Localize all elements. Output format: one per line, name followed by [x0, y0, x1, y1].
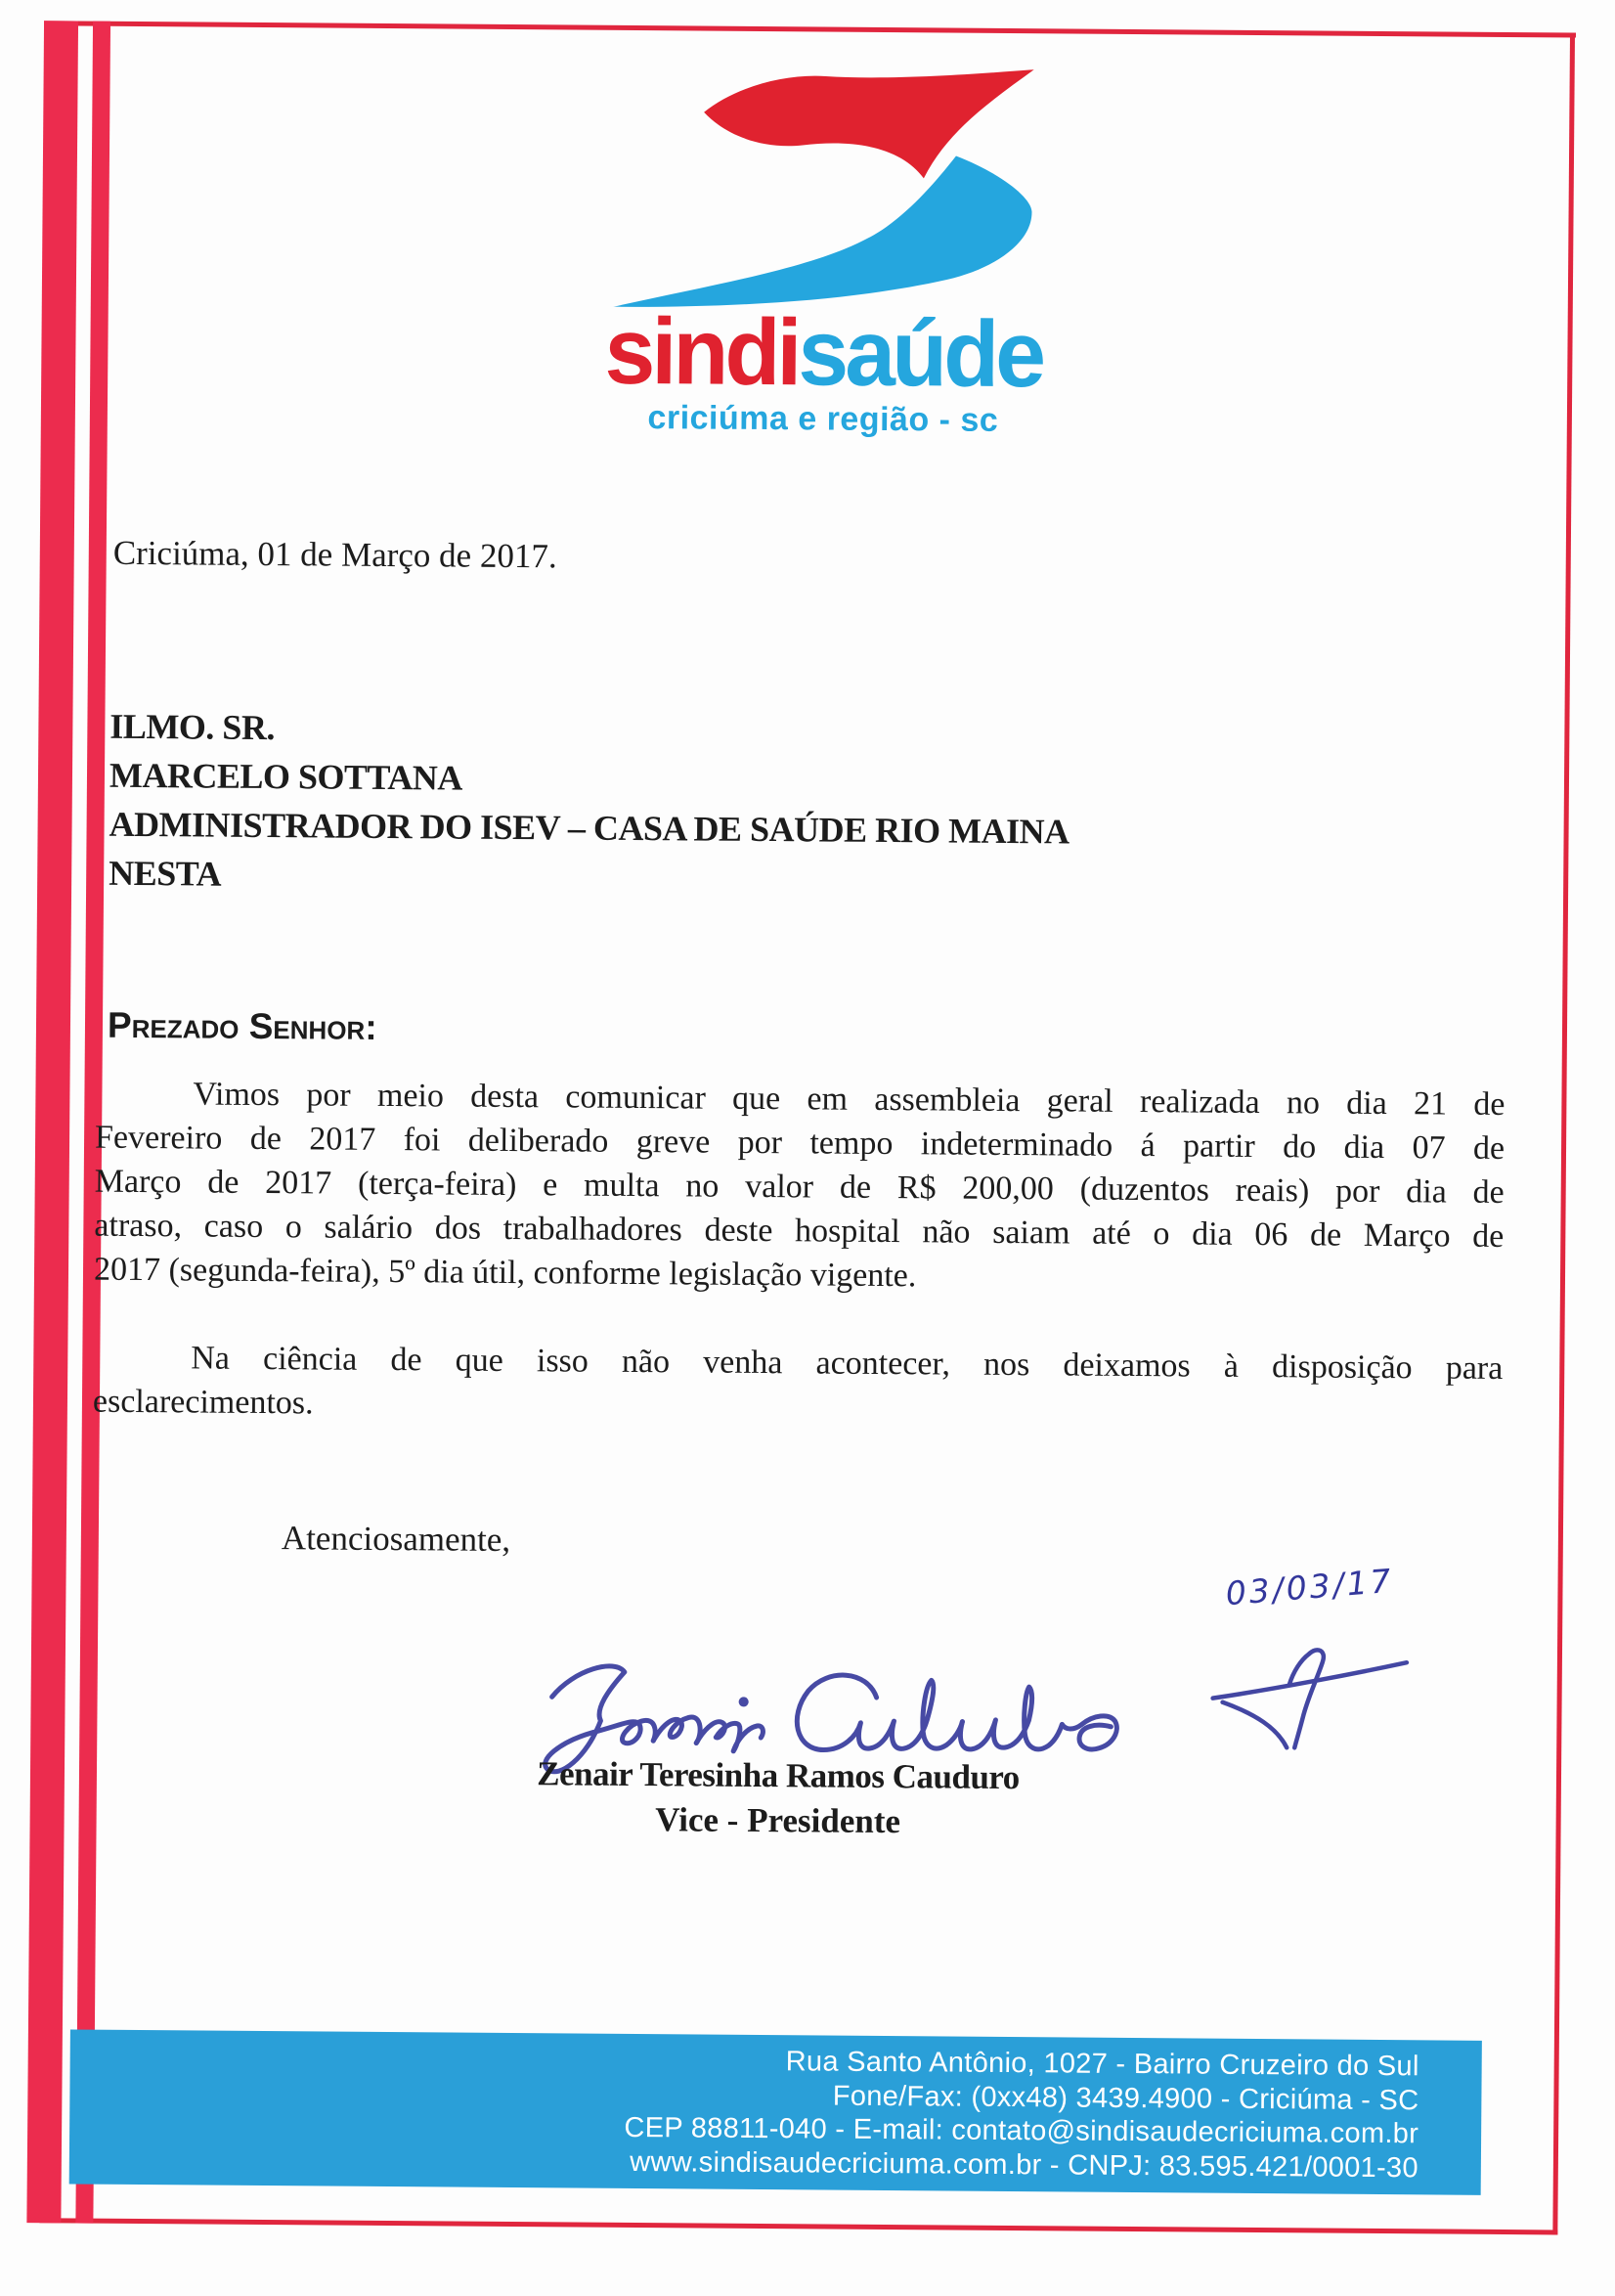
recipient-line: MARCELO SOTTANA: [109, 755, 463, 798]
red-right-border-line: [1552, 32, 1575, 2234]
handwritten-received-date: 03/03/17: [1224, 1561, 1396, 1613]
logo-wordmark-sindi: sindi: [604, 298, 799, 406]
recipient-line: ADMINISTRADOR DO ISEV – CASA DE SAÚDE RIO MAINA: [109, 804, 1069, 852]
footer-line: www.sindisaudecriciuma.com.br - CNPJ: 83.595.421/0001-30: [630, 2145, 1419, 2184]
red-left-stripe-thick: [26, 21, 78, 2223]
logo-wordmark-saude: saúde: [798, 300, 1043, 408]
footer-line: Rua Santo Antônio, 1027 - Bairro Cruzeiro do Sul: [785, 2046, 1419, 2083]
recipient-line: NESTA: [109, 853, 222, 894]
body-paragraph: [93, 1336, 1504, 1435]
received-ink-mark: [1206, 1628, 1413, 1755]
paragraph-line: Fevereiro de 2017 foi deliberado greve por tempo indeterminado á partir do dia 07 de: [94, 1119, 1506, 1167]
logo-swoosh-blue-wave: [613, 154, 1032, 310]
paragraph-line: atraso, caso o salário dos trabalhadores deste hospital não saiam até o dia 06 de Março de: [94, 1207, 1505, 1255]
paragraph-line: 2017 (segunda-feira), 5º dia útil, conforme legislação vigente.: [93, 1251, 917, 1295]
footer-line: Fone/Fax: (0xx48) 3439.4900 - Criciúma - SC: [832, 2080, 1419, 2116]
paragraph-line: esclarecimentos.: [92, 1383, 314, 1422]
logo-subtitle: criciúma e região - sc: [647, 399, 999, 439]
recipient-line: ILMO. SR.: [109, 706, 276, 748]
recipient-block: [109, 702, 1070, 905]
footer-bar: [69, 2029, 1482, 2194]
paragraph-line: Vimos por meio desta comunicar que em assembleia geral realizada no dia 21 de: [193, 1076, 1506, 1123]
closing-line: Atenciosamente,: [281, 1519, 511, 1560]
date-line: Criciúma, 01 de Março de 2017.: [112, 533, 557, 576]
salutation: Prezado Senhor:: [107, 1004, 377, 1047]
paragraph-line: Março de 2017 (terça-feira) e multa no valor de R$ 200,00 (duzentos reais) por dia de: [94, 1163, 1505, 1211]
body-paragraph: [94, 1072, 1506, 1303]
signer-title: Vice - Presidente: [655, 1800, 901, 1841]
logo-swoosh-icon: [603, 66, 1047, 311]
logo: [408, 65, 1242, 441]
footer-line: CEP 88811-040 - E-mail: contato@sindisaudecriciuma.com.br: [624, 2111, 1419, 2150]
signer-name: Zenair Teresinha Ramos Cauduro: [537, 1754, 1020, 1797]
red-top-border-line: [44, 21, 1576, 37]
signer-block: [386, 1750, 1169, 1846]
logo-swoosh-red-wave: [704, 67, 1034, 180]
paragraph-line: Na ciência de que isso não venha acontecer, nos deixamos à disposição para: [191, 1340, 1504, 1387]
logo-wordmark: [420, 298, 1227, 408]
red-bottom-border-line: [39, 2218, 1557, 2234]
